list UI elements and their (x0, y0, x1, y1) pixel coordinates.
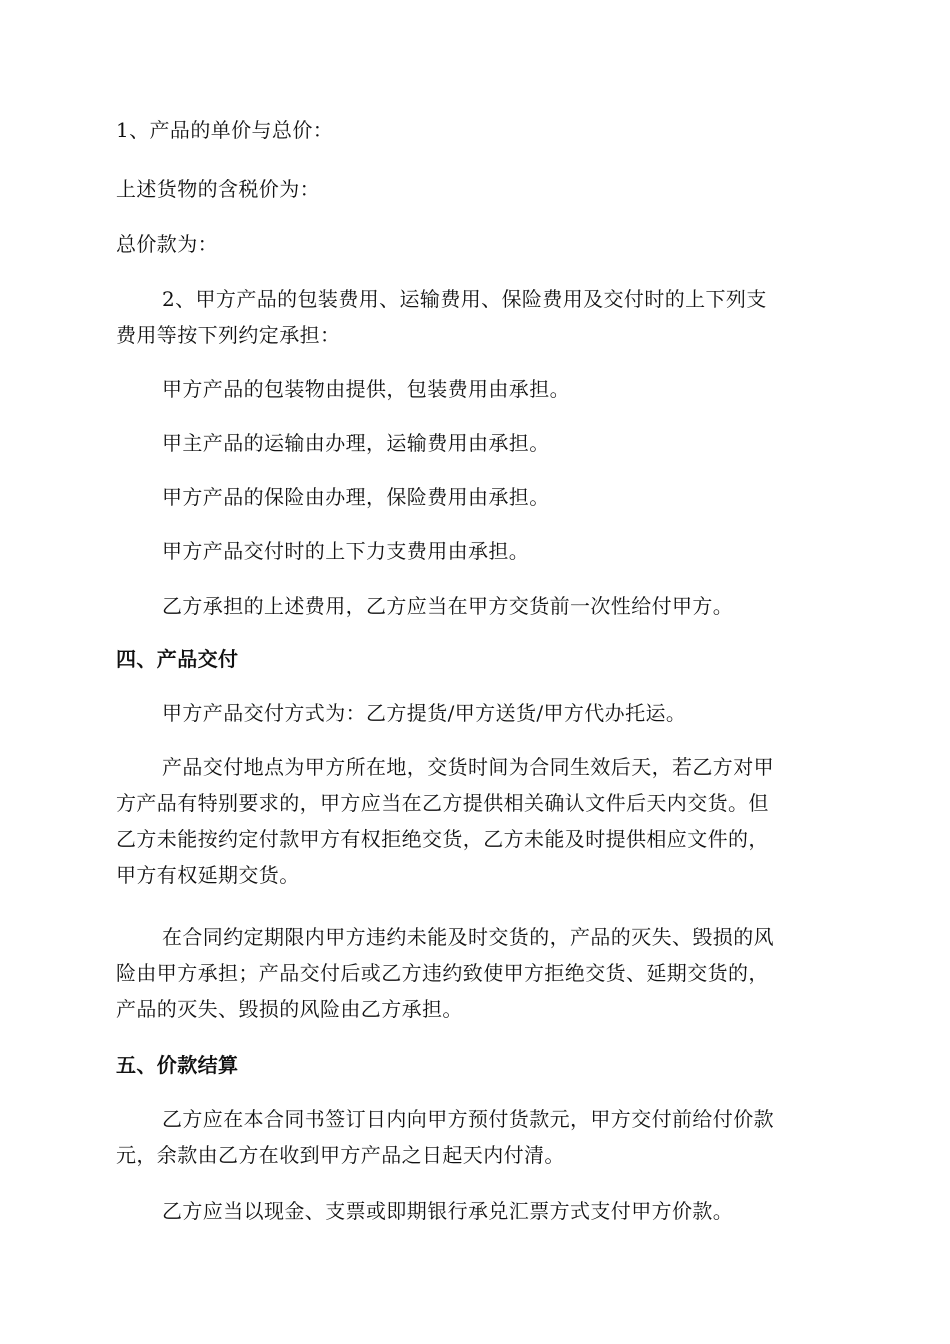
tax-price-label: 上述货物的含税价为： (116, 177, 320, 201)
delivery-paragraph-line: 产品交付地点为甲方所在地，交货时间为合同生效后天，若乙方对甲 (162, 755, 774, 779)
delivery-paragraph-line: 甲方有权延期交货。 (116, 863, 300, 887)
payment-paragraph-line: 乙方应在本合同书签订日内向甲方预付货款元，甲方交付前给付价款 (162, 1107, 774, 1131)
insurance-clause: 甲方产品的保险由办理，保险费用由承担。 (162, 485, 550, 509)
payment-paragraph-line: 元，余款由乙方在收到甲方产品之日起天内付清。 (116, 1143, 565, 1167)
risk-paragraph-line: 险由甲方承担；产品交付后或乙方违约致使甲方拒绝交货、延期交货的， (116, 961, 769, 985)
packaging-clause: 甲方产品的包装物由提供，包装费用由承担。 (162, 377, 570, 401)
section4-heading: 四、产品交付 (116, 647, 239, 671)
party-b-fees-clause: 乙方承担的上述费用，乙方应当在甲方交货前一次性给付甲方。 (162, 594, 734, 618)
item2-line1: 2、甲方产品的包装费用、运输费用、保险费用及交付时的上下列支 (162, 287, 767, 311)
risk-paragraph-line: 在合同约定期限内甲方违约未能及时交货的，产品的灭失、毁损的风 (162, 925, 774, 949)
delivery-method: 甲方产品交付方式为：乙方提货/甲方送货/甲方代办托运。 (162, 701, 687, 725)
payment-method: 乙方应当以现金、支票或即期银行承兑汇票方式支付甲方价款。 (162, 1199, 734, 1223)
item2-line2: 费用等按下列约定承担： (116, 323, 341, 347)
risk-paragraph-line: 产品的灭失、毁损的风险由乙方承担。 (116, 997, 463, 1021)
delivery-paragraph-line: 方产品有特别要求的，甲方应当在乙方提供相关确认文件后天内交货。但 (116, 791, 769, 815)
delivery-fees-clause: 甲方产品交付时的上下力支费用由承担。 (162, 539, 530, 563)
item1-title: 1、产品的单价与总价： (116, 118, 334, 142)
transport-clause: 甲主产品的运输由办理，运输费用由承担。 (162, 431, 550, 455)
section5-heading: 五、价款结算 (116, 1053, 239, 1077)
delivery-paragraph-line: 乙方未能按约定付款甲方有权拒绝交货，乙方未能及时提供相应文件的， (116, 827, 769, 851)
total-price-label: 总价款为： (116, 232, 218, 256)
